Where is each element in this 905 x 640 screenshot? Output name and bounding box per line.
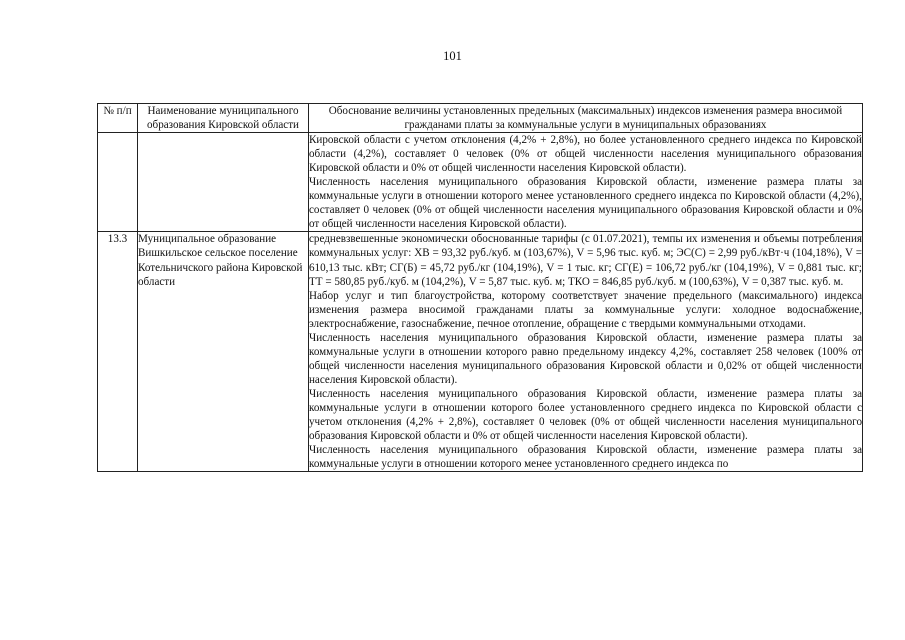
indices-table (97, 103, 863, 472)
header-municipality-name: Наименование муниципального образования Кировской области (138, 104, 309, 133)
table-header-row (98, 104, 863, 133)
header-number: № п/п (98, 104, 138, 133)
row-number: 13.3 (98, 232, 138, 472)
row-municipality-name: Муниципальное образование Вишкильское сельское поселение Котельничского района Кировской области (138, 232, 309, 472)
basis-paragraph: Численность населения муниципального образования Кировской области, изменение размера платы за коммунальные услуги в отношении которого менее установленного среднего индекса по (309, 444, 862, 471)
row-municipality-name (138, 133, 309, 232)
row-number (98, 133, 138, 232)
page-number: 101 (443, 49, 462, 63)
basis-paragraph: Численность населения муниципального образования Кировской области, изменение размера платы за коммунальные услуги в отношении которого менее установленного среднего индекса по Кировской области (4,2%), составляет 0 человек (0% от общей численности населения муниципального образования Кировской области и 0% от общей численности населения Кировской области). (309, 176, 862, 231)
basis-paragraph: Набор услуг и тип благоустройства, которому соответствует значение предельного (максимального) индекса изменения размера вносимой гражданами платы за коммунальные услуги: холодное водоснабжение, электроснабжение, газоснабжение, печное отопление, обращение с твердыми коммунальными отходами. (309, 289, 862, 330)
table-row (98, 232, 863, 472)
basis-paragraph: Кировской области с учетом отклонения (4,2% + 2,8%), но более установленного среднего индекса по Кировской области (4,2%), составляет 0 человек (0% от общей численности населения муниципального образования Кировской области и 0% от общей численности населения Кировской области). (309, 134, 862, 175)
row-basis-text (309, 232, 863, 472)
header-basis: Обоснование величины установленных предельных (максимальных) индексов изменения размера вносимой гражданами платы за коммунальные услуги в муниципальных образованиях (309, 104, 863, 133)
basis-paragraph: Численность населения муниципального образования Кировской области, изменение размера платы за коммунальные услуги в отношении которого равно предельному индексу 4,2%, составляет 258 человек (100% от общей численности населения муниципального образования Кировской области и 0,02% от общей численности населения Кировской области). (309, 331, 862, 386)
basis-paragraph: Численность населения муниципального образования Кировской области, изменение размера платы за коммунальные услуги в отношении которого более установленного среднего индекса по Кировской области с учетом отклонения (4,2% + 2,8%), составляет 0 человек (0% от общей численности населения муниципального образования Кировской области и 0% от общей численности населения Кировской области). (309, 387, 862, 443)
basis-paragraph: средневзвешенные экономически обоснованные тарифы (с 01.07.2021), темпы их изменения и объемы потребления коммунальных услуг: ХВ = 93,32 руб./куб. м (103,67%), V = 5,96 тыс. куб. м; ЭС(С) = 2,99 руб./кВт·ч (104,18%), V = 610,13 тыс. кВт; СГ(Б) = 45,72 руб./кг (104,19%), V = 1 тыс. кг; СГ(Е) = 106,72 руб./кг (104,19%), V = 0,881 тыс. кг; ТТ = 580,85 руб./куб. м (104,2%), V = 5,87 тыс. куб. м; ТКО = 846,85 руб./куб. м (100,63%), V = 0,387 тыс. куб. м. (309, 233, 862, 288)
row-basis-text (309, 133, 863, 232)
table-row (98, 133, 863, 232)
